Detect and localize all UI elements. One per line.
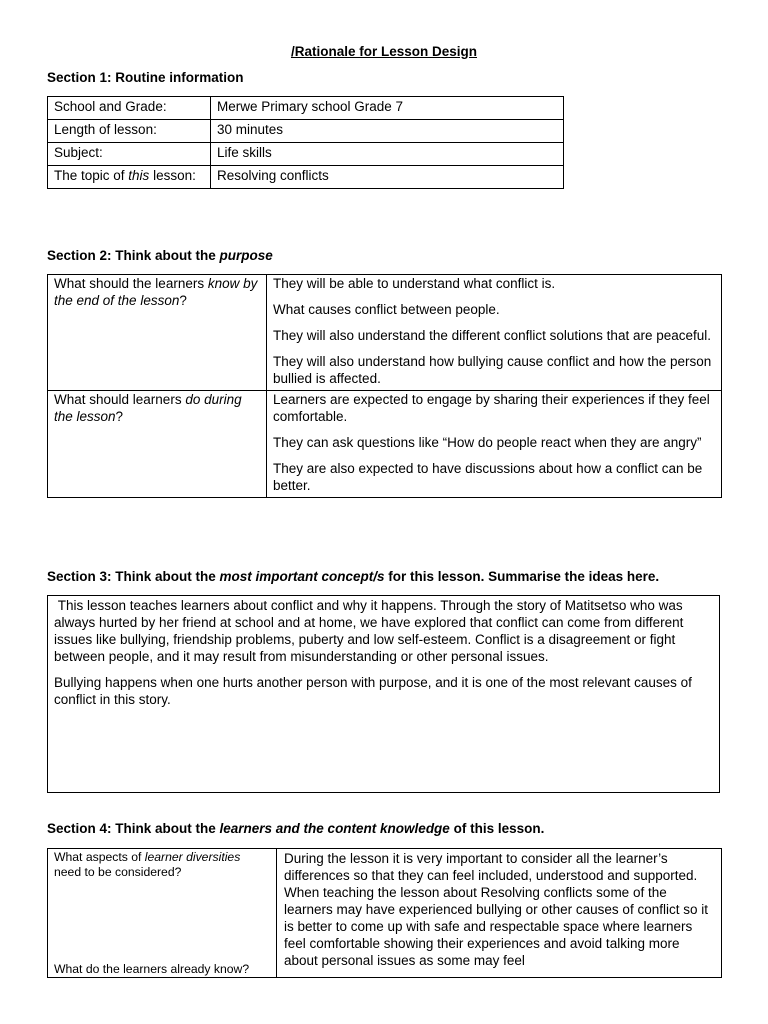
section-3-heading: Section 3: Think about the most important concept/s for this lesson. Summarise the ideas here. [47, 569, 660, 584]
learners-table [47, 848, 722, 978]
table-row [48, 849, 722, 978]
know-point: They will also understand how bullying cause conflict and how the person bullied is affected. [273, 354, 712, 386]
prior-knowledge-question: What do the learners already know? [54, 962, 250, 976]
know-point: What causes conflict between people. [273, 302, 500, 317]
table-row [48, 275, 722, 391]
diversity-question: What aspects of learner diversities need to be considered? What do the learners already know? [48, 849, 277, 978]
table-row [48, 120, 564, 143]
do-point: They are also expected to have discussions about how a conflict can be better. [273, 461, 703, 493]
do-question: What should learners do during the lesson? [48, 391, 267, 498]
know-answer [267, 275, 722, 391]
section-2-heading: Section 2: Think about the purpose [47, 248, 273, 263]
table-row [48, 166, 564, 189]
section-4-heading: Section 4: Think about the learners and the content knowledge of this lesson. [47, 821, 545, 836]
lesson-length-value: 30 minutes [211, 120, 564, 143]
summary-paragraph: This lesson teaches learners about conflict and why it happens. Through the story of Matitsetso who was always hurted by her friend at school and at home, we have explored that conflict can come from different issues like bullying, friendship problems, puberty and low self-esteem. Conflict is a disagreement or fight between people, and it may result from misunderstanding or other personal issues. [54, 598, 688, 664]
diversity-answer [277, 849, 722, 978]
table-row [48, 143, 564, 166]
document-title: /Rationale for Lesson Design [290, 44, 478, 59]
do-point: They can ask questions like “How do people react when they are angry” [273, 435, 702, 450]
section-1-heading: Section 1: Routine information [47, 70, 244, 85]
diversity-text: During the lesson it is very important to consider all the learner’s differences so that they can feel included, understood and supported. When teaching the lesson about Resolving conflicts some of the learners may have experienced bullying or other causes of conflict so it is better to come up with safe and respectable space where learners feel comfortable showing their experiences and avoid talking more about personal issues as some may feel [284, 851, 708, 968]
table-row [48, 391, 722, 498]
table-row [48, 97, 564, 120]
topic-label: The topic of this lesson: [48, 166, 211, 189]
school-grade-label: School and Grade: [48, 97, 211, 120]
know-point: They will also understand the different conflict solutions that are peaceful. [273, 328, 712, 343]
routine-info-table [47, 96, 564, 189]
know-point: They will be able to understand what conflict is. [273, 276, 556, 291]
know-question: What should the learners know by the end of the lesson? [48, 275, 267, 391]
subject-label: Subject: [48, 143, 211, 166]
purpose-table [47, 274, 722, 498]
concepts-summary-box [47, 595, 720, 793]
summary-paragraph: Bullying happens when one hurts another person with purpose, and it is one of the most relevant causes of conflict in this story. [54, 675, 692, 707]
do-point: Learners are expected to engage by sharing their experiences if they feel comfortable. [273, 392, 710, 424]
school-grade-value: Merwe Primary school Grade 7 [211, 97, 564, 120]
lesson-length-label: Length of lesson: [48, 120, 211, 143]
topic-value: Resolving conflicts [211, 166, 564, 189]
subject-value: Life skills [211, 143, 564, 166]
do-answer [267, 391, 722, 498]
